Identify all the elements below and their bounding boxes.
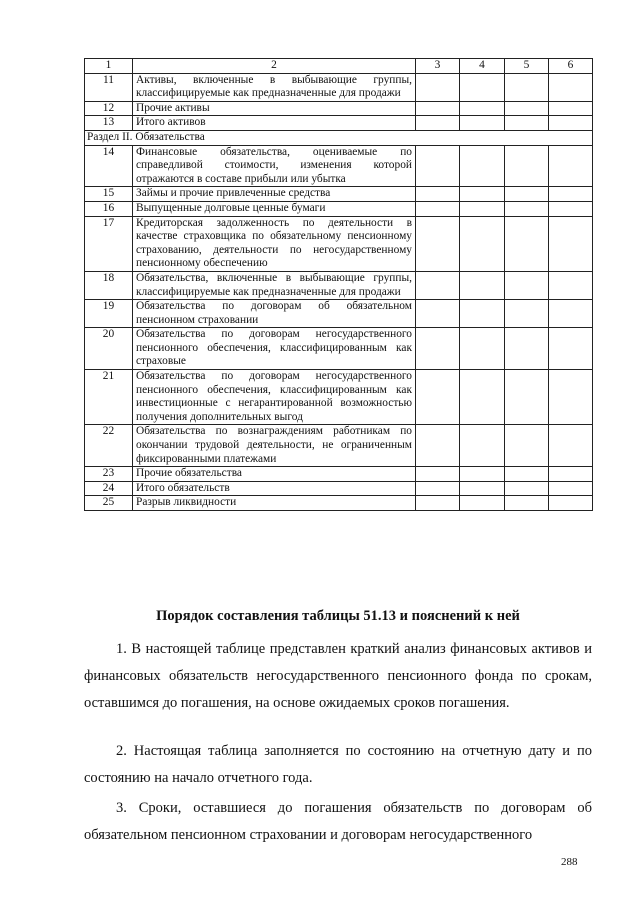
empty-cell [505, 101, 549, 116]
section-heading: Порядок составления таблицы 51.13 и пояснений к ней [156, 608, 520, 624]
empty-cell [549, 73, 593, 101]
empty-cell [505, 145, 549, 187]
empty-cell [549, 425, 593, 467]
empty-cell [416, 481, 460, 496]
empty-cell [549, 116, 593, 131]
empty-cell [416, 187, 460, 202]
table-row [85, 467, 593, 482]
row-description: Займы и прочие привлеченные средства [133, 187, 416, 202]
column-header: 4 [460, 59, 505, 74]
empty-cell [460, 187, 505, 202]
empty-cell [505, 73, 549, 101]
empty-cell [460, 73, 505, 101]
row-description: Финансовые обязательства, оцениваемые по справедливой стоимости, изменения которой отражаются в составе прибыли или убытка [133, 145, 416, 187]
empty-cell [549, 328, 593, 370]
empty-cell [460, 300, 505, 328]
empty-cell [460, 467, 505, 482]
empty-cell [416, 370, 460, 425]
table-row [85, 187, 593, 202]
row-number: 12 [85, 101, 133, 116]
empty-cell [416, 300, 460, 328]
row-number: 22 [85, 425, 133, 467]
empty-cell [549, 201, 593, 216]
table-row [85, 216, 593, 271]
table-row [85, 481, 593, 496]
table-row [85, 271, 593, 299]
table-row [85, 101, 593, 116]
column-header: 3 [416, 59, 460, 74]
row-description: Обязательства по договорам об обязательном пенсионном страховании [133, 300, 416, 328]
column-header: 6 [549, 59, 593, 74]
empty-cell [416, 73, 460, 101]
section-row [85, 130, 593, 145]
table-row [85, 145, 593, 187]
empty-cell [505, 271, 549, 299]
row-description: Обязательства по вознаграждениям работникам по окончании трудовой деятельности, не ограниченным фиксированными платежами [133, 425, 416, 467]
table-row [85, 425, 593, 467]
row-number: 18 [85, 271, 133, 299]
row-number: 11 [85, 73, 133, 101]
row-description: Активы, включенные в выбывающие группы, классифицируемые как предназначенные для продажи [133, 73, 416, 101]
row-description: Выпущенные долговые ценные бумаги [133, 201, 416, 216]
row-number: 13 [85, 116, 133, 131]
empty-cell [460, 145, 505, 187]
empty-cell [549, 496, 593, 511]
paragraph-2: 2. Настоящая таблица заполняется по состоянию на отчетную дату и по состоянию на начало отчетного года. [84, 743, 592, 786]
empty-cell [460, 216, 505, 271]
empty-cell [505, 481, 549, 496]
empty-cell [416, 216, 460, 271]
empty-cell [505, 300, 549, 328]
empty-cell [416, 145, 460, 187]
empty-cell [505, 370, 549, 425]
column-header: 5 [505, 59, 549, 74]
column-header: 1 [85, 59, 133, 74]
table-body [85, 59, 593, 511]
empty-cell [549, 300, 593, 328]
row-number: 19 [85, 300, 133, 328]
row-description: Разрыв ликвидности [133, 496, 416, 511]
liquidity-table [84, 58, 593, 511]
empty-cell [416, 201, 460, 216]
empty-cell [505, 201, 549, 216]
empty-cell [460, 425, 505, 467]
row-description: Кредиторская задолженность по деятельности в качестве страховщика по обязательному пенсионному страхованию, деятельности по негосударственному пенсионному обеспечению [133, 216, 416, 271]
empty-cell [549, 271, 593, 299]
row-number: 20 [85, 328, 133, 370]
empty-cell [460, 328, 505, 370]
row-number: 16 [85, 201, 133, 216]
row-description: Обязательства по договорам негосударственного пенсионного обеспечения, классифицированным как инвестиционные с негарантированной возможностью получения дополнительных выгод [133, 370, 416, 425]
empty-cell [416, 425, 460, 467]
table-row [85, 201, 593, 216]
empty-cell [505, 116, 549, 131]
table-header-row [85, 59, 593, 74]
row-number: 17 [85, 216, 133, 271]
empty-cell [549, 370, 593, 425]
section-label: Раздел II. Обязательства [85, 130, 593, 145]
empty-cell [505, 328, 549, 370]
empty-cell [505, 425, 549, 467]
table-row [85, 116, 593, 131]
row-description: Прочие активы [133, 101, 416, 116]
row-description: Прочие обязательства [133, 467, 416, 482]
paragraph-3: 3. Сроки, оставшиеся до погашения обязательств по договорам об обязательном пенсионном страховании и договорам негосударственного [84, 800, 592, 843]
table-row [85, 73, 593, 101]
row-number: 21 [85, 370, 133, 425]
empty-cell [460, 370, 505, 425]
empty-cell [549, 216, 593, 271]
paragraph-1: 1. В настоящей таблице представлен краткий анализ финансовых активов и финансовых обязательств негосударственного пенсионного фонда по срокам, оставшимся до погашения, на основе ожидаемых сроков погашения. [84, 641, 592, 711]
row-number: 15 [85, 187, 133, 202]
column-header: 2 [133, 59, 416, 74]
empty-cell [549, 101, 593, 116]
table-row [85, 328, 593, 370]
row-number: 25 [85, 496, 133, 511]
table-row [85, 370, 593, 425]
empty-cell [549, 481, 593, 496]
empty-cell [505, 216, 549, 271]
empty-cell [416, 271, 460, 299]
row-description: Итого обязательств [133, 481, 416, 496]
empty-cell [505, 467, 549, 482]
empty-cell [416, 116, 460, 131]
row-number: 14 [85, 145, 133, 187]
empty-cell [549, 467, 593, 482]
empty-cell [460, 101, 505, 116]
empty-cell [549, 145, 593, 187]
empty-cell [416, 496, 460, 511]
table-row [85, 496, 593, 511]
row-number: 23 [85, 467, 133, 482]
empty-cell [460, 271, 505, 299]
empty-cell [505, 187, 549, 202]
row-description: Обязательства по договорам негосударственного пенсионного обеспечения, классифицированным как страховые [133, 328, 416, 370]
table-row [85, 300, 593, 328]
empty-cell [416, 328, 460, 370]
empty-cell [460, 116, 505, 131]
empty-cell [416, 467, 460, 482]
empty-cell [416, 101, 460, 116]
empty-cell [460, 201, 505, 216]
empty-cell [460, 496, 505, 511]
row-description: Обязательства, включенные в выбывающие группы, классифицируемые как предназначенные для продажи [133, 271, 416, 299]
empty-cell [460, 481, 505, 496]
empty-cell [549, 187, 593, 202]
page-number: 288 [561, 856, 578, 868]
empty-cell [505, 496, 549, 511]
row-description: Итого активов [133, 116, 416, 131]
row-number: 24 [85, 481, 133, 496]
